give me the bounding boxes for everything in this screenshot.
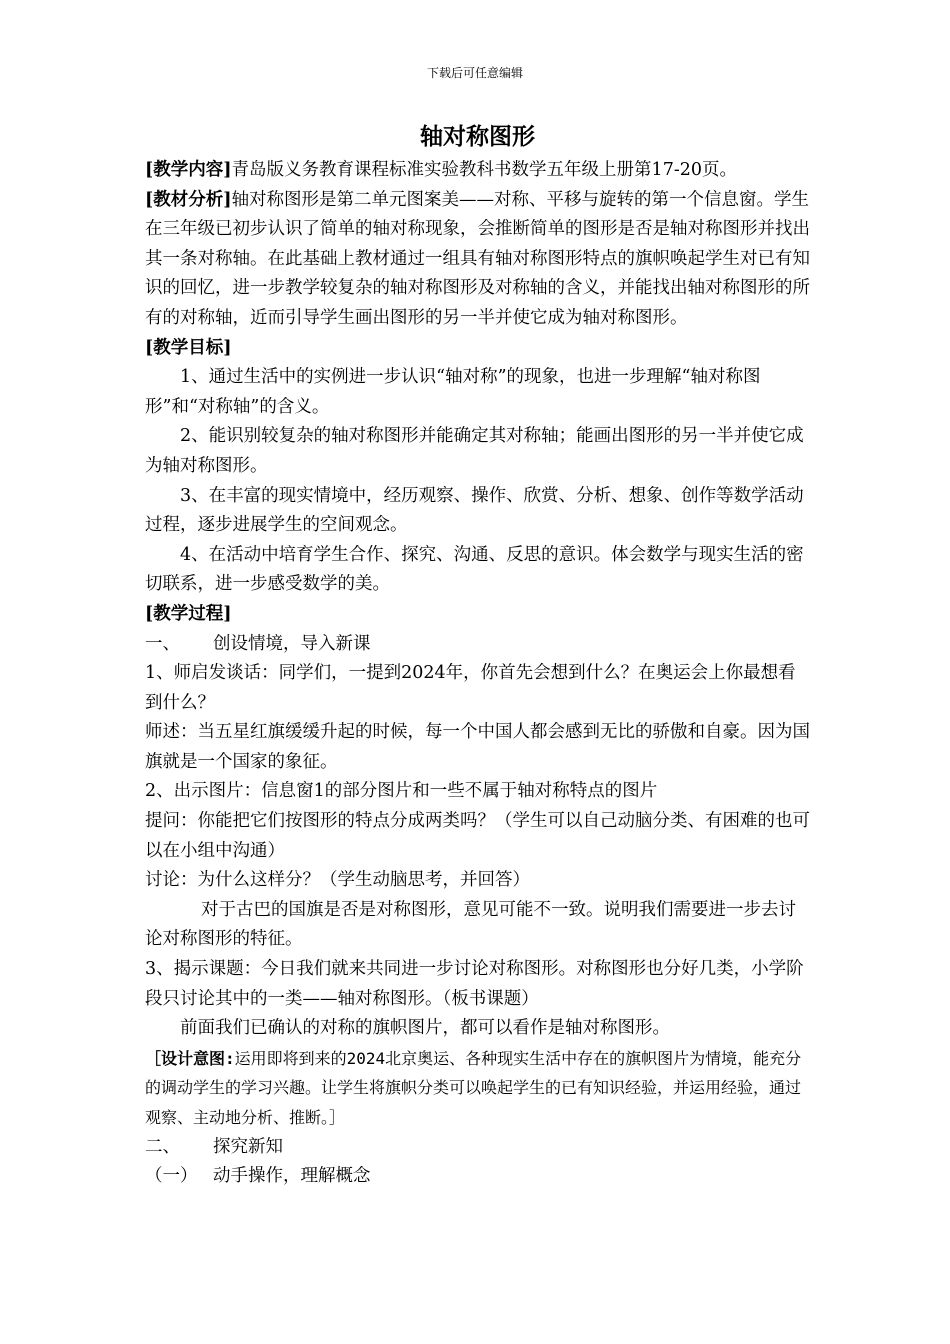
section-2-number: 二、 xyxy=(145,1136,180,1157)
teaching-content-label: [教学内容] xyxy=(145,160,232,180)
design-intent xyxy=(145,1044,810,1133)
process-paragraph-7: 3、揭示课题：今日我们就来共同进一步讨论对称图形。对称图形也分好几类，小学阶段只讨论其中的一类——轴对称图形。（板书课题） xyxy=(145,959,804,1009)
material-analysis-label: [教材分析] xyxy=(145,189,232,210)
goal-item-4: 4、在活动中培育学生合作、探究、沟通、反思的意识。体会数学与现实生活的密切联系，进一步感受数学的美。 xyxy=(145,544,804,595)
material-analysis xyxy=(145,186,810,334)
process-paragraph-1: 1、师启发谈话：同学们，一提到2024年，你首先会想到什么？在奥运会上你最想看到什么？ xyxy=(145,663,796,713)
design-intent-label: ［设计意图: xyxy=(145,1048,235,1068)
section-2-heading xyxy=(145,1133,810,1163)
goal-item-2: 2、能识别较复杂的轴对称图形并能确定其对称轴；能画出图形的另一半并使它成为轴对称图形。 xyxy=(145,426,804,476)
material-analysis-text: 轴对称图形是第二单元图案美——对称、平移与旋转的第一个信息窗。学生在三年级已初步认识了简单的轴对称现象，会推断简单的图形是否是轴对称图形并找出其一条对称轴。在此基础上教材通过一组具有轴对称图形特点的旗帜唤起学生对已有知识的回忆，进一步教学较复杂的轴对称图形及对称轴的含义，并能找出轴对称图形的所有的对称轴，近而引导学生画出图形的另一半并使它成为轴对称图形。 xyxy=(145,189,810,328)
teaching-content xyxy=(145,156,810,186)
document-body xyxy=(145,120,810,1192)
subsection-1-number: （一） xyxy=(145,1166,198,1187)
page-header: 下载后可任意编辑 xyxy=(426,66,523,80)
process-paragraph-3: 2、出示图片：信息窗1的部分图片和一些不属于轴对称特点的图片 xyxy=(145,781,658,802)
section-2-title: 探究新知 xyxy=(213,1136,283,1157)
goal-item-1: 1、通过生活中的实例进一步认识“轴对称”的现象，也进一步理解“轴对称图形”和“对称轴”的含义。 xyxy=(145,367,761,417)
process-paragraph-6: 对于古巴的国旗是否是对称图形，意见可能不一致。说明我们需要进一步去讨论对称图形的特征。 xyxy=(145,899,796,950)
section-1-heading xyxy=(145,630,810,660)
process-paragraph-4: 提问：你能把它们按图形的特点分成两类吗？（学生可以自己动脑分类、有困难的也可以在小组中沟通） xyxy=(145,811,810,861)
document-title: 轴对称图形 xyxy=(420,123,535,150)
process-paragraph-8: 前面我们已确认的对称的旗帜图片，都可以看作是轴对称图形。 xyxy=(180,1018,670,1039)
subsection-1-title: 动手操作，理解概念 xyxy=(213,1166,371,1187)
teaching-goals-label: [教学目标] xyxy=(145,337,232,358)
section-1-number: 一、 xyxy=(145,633,180,654)
design-intent-text: 运用即将到来的2024北京奥运、各种现实生活中存在的旗帜图片为情境，能充分的调动学生的学习兴趣。让学生将旗帜分类可以唤起学生的已有知识经验，并运用经验，通过观察、主动地分析、推断。］ xyxy=(145,1048,802,1127)
section-1-title: 创设情境，导入新课 xyxy=(213,633,371,654)
teaching-process-label: [教学过程] xyxy=(145,603,232,624)
goal-item-3: 3、在丰富的现实情境中，经历观察、操作、欣赏、分析、想象、创作等数学活动过程，逐步进展学生的空间观念。 xyxy=(145,485,804,536)
process-paragraph-5: 讨论：为什么这样分？（学生动脑思考，并回答） xyxy=(145,870,530,891)
process-paragraph-2: 师述：当五星红旗缓缓升起的时候，每一个中国人都会感到无比的骄傲和自豪。因为国旗就是一个国家的象征。 xyxy=(145,722,810,772)
subsection-1-heading xyxy=(145,1162,810,1192)
teaching-content-text: 青岛版义务教育课程标准实验教科书数学五年级上册第17-20页。 xyxy=(231,160,738,180)
